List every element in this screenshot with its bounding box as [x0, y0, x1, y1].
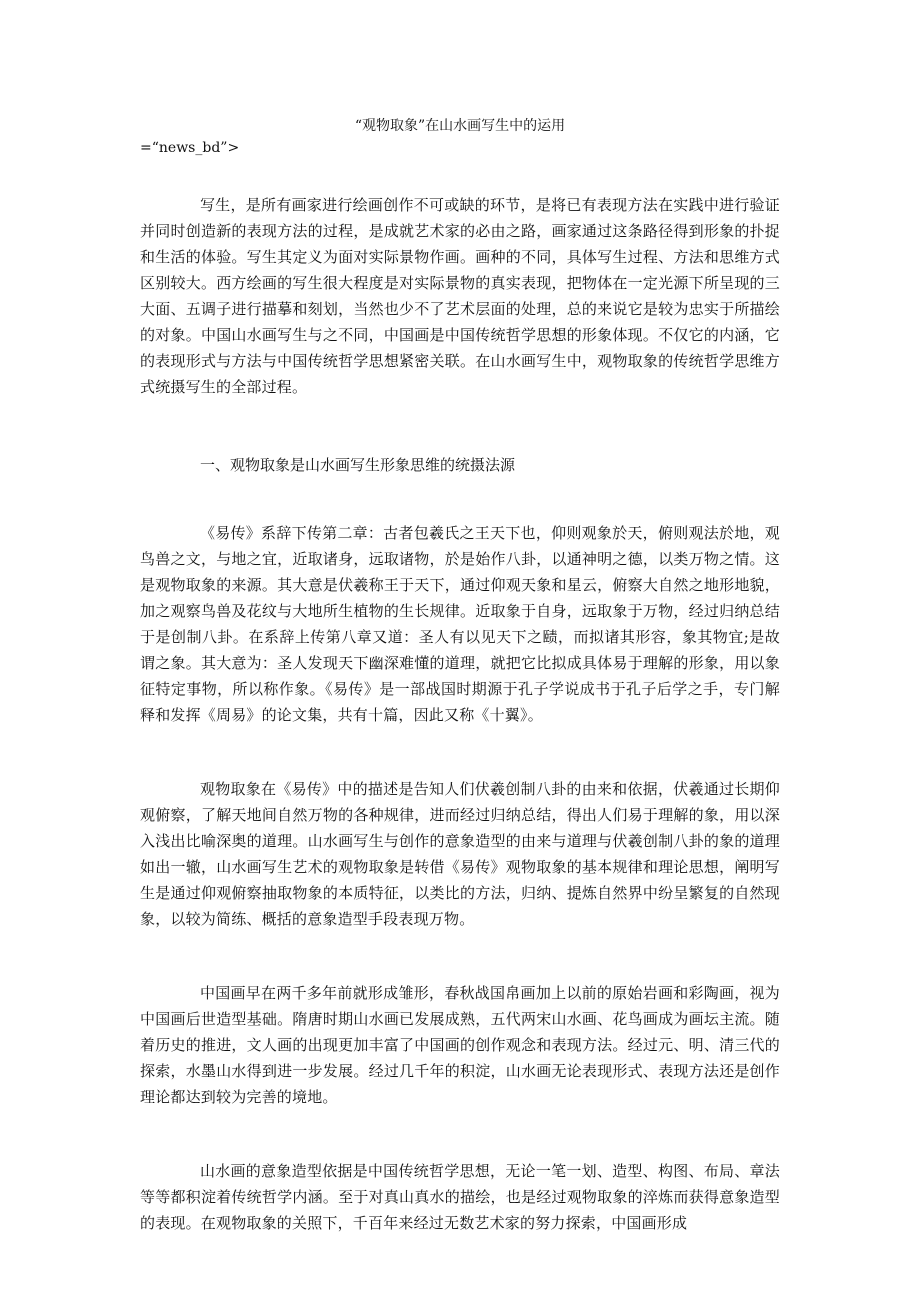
- markup-artifact-text: =“news_bd”>: [140, 140, 240, 156]
- paragraph-yizhuan: 《易传》系辞下传第二章：古者包羲氏之王天下也，仰则观象於天，俯则观法於地，观鸟兽之文，与地之宜，近取诸身，远取诸物，於是始作八卦，以通神明之德，以类万物之情。这是观物取象的来源。其大意是伏羲称王于天下，通过仰观天象和星云，俯察大自然之地形地貌，加之观察鸟兽及花纹与大地所生植物的生长规律。近取象于自身，远取象于万物，经过归纳总结于是创制八卦。在系辞上传第八章又道：圣人有以见天下之赜，而拟诸其形容，象其物宜;是故谓之象。其大意为：圣人发现天下幽深难懂的道理，就把它比拟成具体易于理解的形象，用以象征特定事物，所以称作象。《易传》是一部战国时期源于孔子学说成书于孔子后学之手，专门解释和发挥《周易》的论文集，共有十篇，因此又称《十翼》。: [140, 524, 780, 724]
- paragraph-history: 中国画早在两千多年前就形成雏形，春秋战国帛画加上以前的原始岩画和彩陶画，视为中国画后世造型基础。隋唐时期山水画已发展成熟，五代两宋山水画、花鸟画成为画坛主流。随着历史的推进，文人画的出现更加丰富了中国画的创作观念和表现方法。经过元、明、清三代的探索，水墨山水得到进一步发展。经过几千年的积淀，山水画无论表现形式、表现方法还是创作理论都达到较为完善的境地。: [140, 984, 780, 1106]
- section-heading-1: 一、观物取象是山水画写生形象思维的统摄法源: [200, 456, 516, 474]
- document-page: [140, 116, 780, 1236]
- document-title: “观物取象”在山水画写生中的运用: [354, 118, 566, 134]
- paragraph-yixiang: 山水画的意象造型依据是中国传统哲学思想，无论一笔一划、造型、构图、布局、章法等等都积淀着传统哲学内涵。至于对真山真水的描绘，也是经过观物取象的淬炼而获得意象造型的表现。在观物取象的关照下，千百年来经过无数艺术家的努力探索，中国画形成: [140, 1162, 780, 1232]
- paragraph-guanwuquxiang: 观物取象在《易传》中的描述是告知人们伏羲创制八卦的由来和依据，伏羲通过长期仰观俯察，了解天地间自然万物的各种规律，进而经过归纳总结，得出人们易于理解的象，用以深入浅出比喻深奥的道理。山水画写生与创作的意象造型的由来与道理与伏羲创制八卦的象的道理如出一辙，山水画写生艺术的观物取象是转借《易传》观物取象的基本规律和理论思想，阐明写生是通过仰观俯察抽取物象的本质特征，以类比的方法，归纳、提炼自然界中纷呈繁复的自然现象，以较为简练、概括的意象造型手段表现万物。: [140, 780, 780, 928]
- intro-paragraph: 写生，是所有画家进行绘画创作不可或缺的环节，是将已有表现方法在实践中进行验证并同时创造新的表现方法的过程，是成就艺术家的必由之路，画家通过这条路径得到形象的扑捉和生活的体验。写生其定义为面对实际景物作画。画种的不同，具体写生过程、方法和思维方式区别较大。西方绘画的写生很大程度是对实际景物的真实表现，把物体在一定光源下所呈现的三大面、五调子进行描摹和刻划，当然也少不了艺术层面的处理，总的来说它是较为忠实于所描绘的对象。中国山水画写生与之不同，中国画是中国传统哲学思想的形象体现。不仅它的内涵，它的表现形式与方法与中国传统哲学思想紧密关联。在山水画写生中，观物取象的传统哲学思维方式统摄写生的全部过程。: [140, 196, 780, 396]
